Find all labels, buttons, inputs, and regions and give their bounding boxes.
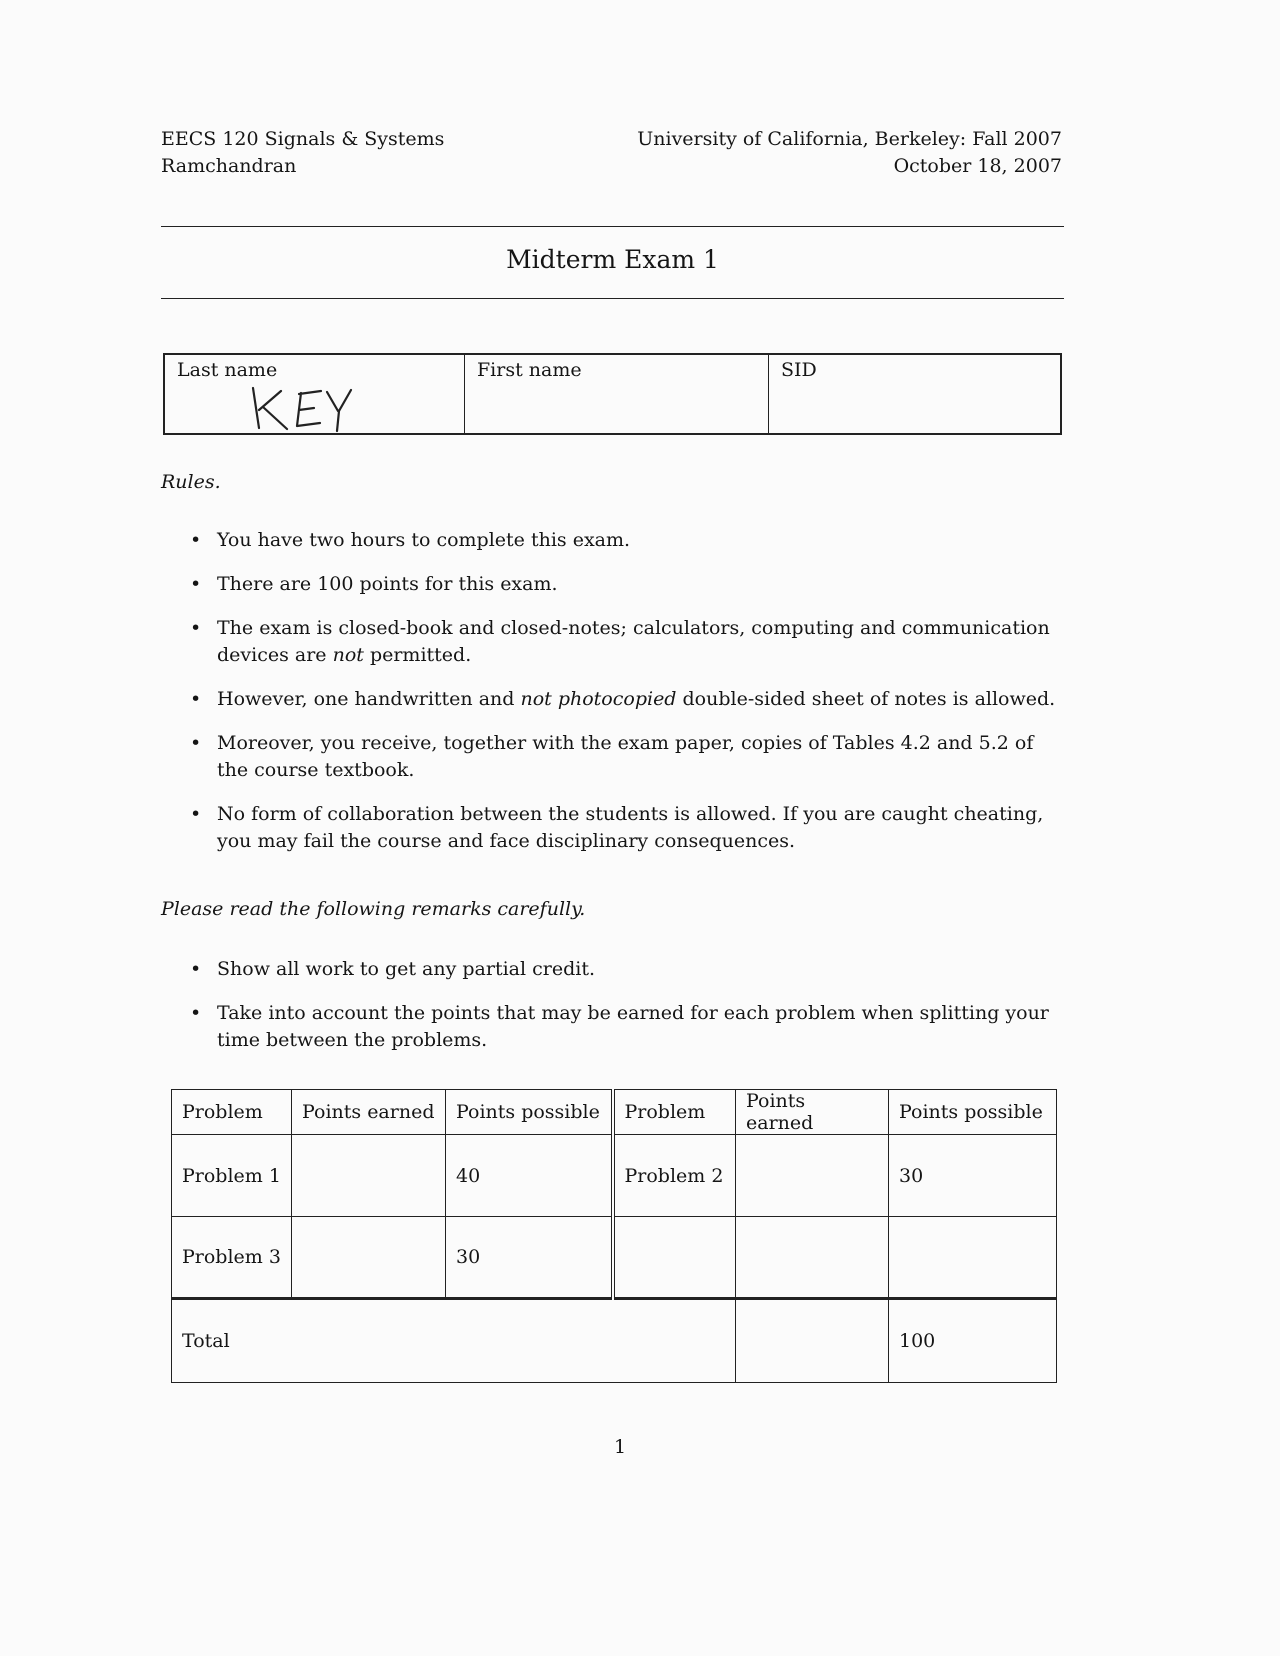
remarks-label: Please read the following remarks carefully. (161, 898, 586, 920)
first-name-cell[interactable] (465, 355, 769, 433)
remarks-list (190, 956, 1065, 1071)
last-name-cell[interactable] (165, 355, 465, 433)
table-row (172, 1217, 1057, 1299)
instructor-name: Ramchandran (161, 155, 297, 177)
exam-title: Midterm Exam 1 (506, 245, 719, 274)
remark-item (190, 1000, 1065, 1054)
total-label: Total (172, 1299, 736, 1383)
score-table (171, 1089, 1057, 1383)
student-info-box (163, 353, 1062, 435)
score-table-header (172, 1090, 1057, 1135)
rule-text: No form of collaboration between the students is allowed. If you are caught cheating, you may fail the course and face disciplinary consequences. (217, 803, 1044, 852)
university-term: University of California, Berkeley: Fall 2007 (637, 128, 1062, 150)
rule-text: There are 100 points for this exam. (217, 573, 558, 595)
rule-item (190, 615, 1065, 669)
rule-text: Moreover, you receive, together with the exam paper, copies of Tables 4.2 and 5.2 of the course textbook. (217, 732, 1034, 781)
sid-label: SID (781, 359, 817, 381)
problem-cell (613, 1217, 736, 1299)
column-header-points-possible: Points possible (446, 1090, 613, 1135)
university-header (637, 126, 1062, 180)
course-header (161, 126, 444, 180)
remark-text: Take into account the points that may be earned for each problem when splitting your time between the problems. (217, 1002, 1049, 1051)
points-earned-cell[interactable] (736, 1135, 889, 1217)
points-earned-cell[interactable] (292, 1135, 446, 1217)
sid-cell[interactable] (769, 355, 1062, 433)
table-row (172, 1135, 1057, 1217)
problem-cell: Problem 3 (172, 1217, 292, 1299)
points-possible-cell: 30 (446, 1217, 613, 1299)
rule-text-start: The exam is closed-book and closed-notes; calculators, computing and communication devices are (217, 617, 1050, 666)
column-header-points-earned: Points earned (736, 1090, 889, 1135)
rule-text-end: double-sided sheet of notes is allowed. (676, 688, 1056, 710)
first-name-label: First name (477, 359, 582, 381)
total-points-earned[interactable] (736, 1299, 889, 1383)
rule-item (190, 730, 1065, 784)
exam-date: October 18, 2007 (893, 155, 1062, 177)
rules-label: Rules. (161, 471, 221, 493)
column-header-points-earned: Points earned (292, 1090, 446, 1135)
rule-item (190, 571, 1065, 598)
points-possible-cell: 40 (446, 1135, 613, 1217)
rule-text-start: However, one handwritten and (217, 688, 521, 710)
course-title: EECS 120 Signals & Systems (161, 128, 445, 150)
rule-text: You have two hours to complete this exam. (217, 529, 631, 551)
title-bottom-rule (161, 298, 1064, 299)
rule-text-end: permitted. (363, 644, 472, 666)
remark-item (190, 956, 1065, 983)
problem-cell: Problem 1 (172, 1135, 292, 1217)
total-points-possible: 100 (889, 1299, 1057, 1383)
rule-item (190, 801, 1065, 855)
total-row (172, 1299, 1057, 1383)
page-number: 1 (613, 1436, 627, 1458)
column-header-points-possible: Points possible (889, 1090, 1057, 1135)
handwritten-key-signature (247, 383, 357, 433)
rule-emphasis: not (332, 644, 364, 666)
points-possible-cell: 30 (889, 1135, 1057, 1217)
points-earned-cell[interactable] (292, 1217, 446, 1299)
rules-list (190, 527, 1065, 872)
problem-cell: Problem 2 (613, 1135, 736, 1217)
remark-text: Show all work to get any partial credit. (217, 958, 595, 980)
rule-emphasis: not photocopied (520, 688, 677, 710)
rule-item (190, 527, 1065, 554)
last-name-label: Last name (177, 359, 278, 381)
column-header-problem: Problem (172, 1090, 292, 1135)
column-header-problem: Problem (613, 1090, 736, 1135)
rule-item (190, 686, 1065, 713)
title-top-rule (161, 226, 1064, 227)
points-earned-cell[interactable] (736, 1217, 889, 1299)
points-possible-cell (889, 1217, 1057, 1299)
